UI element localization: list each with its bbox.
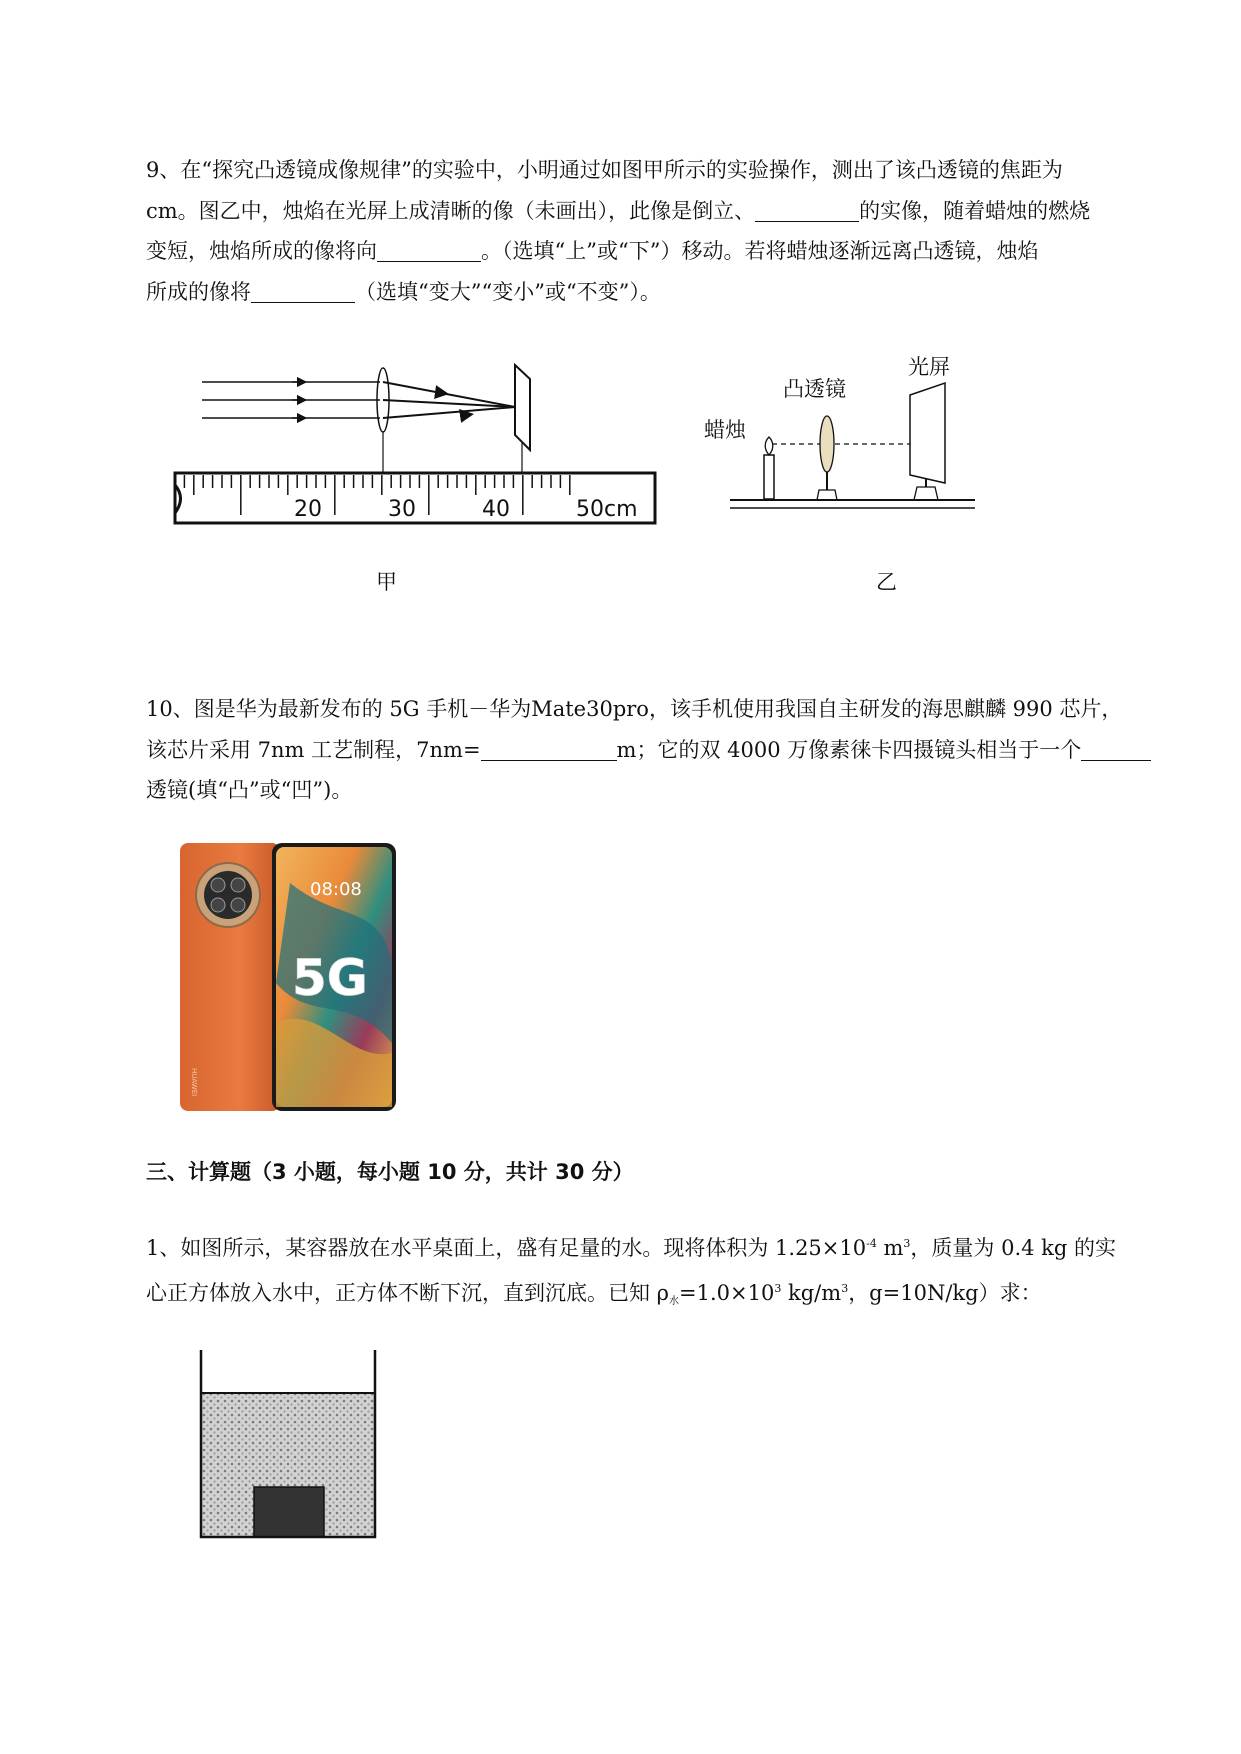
calc1-text-a: 1、如图所示，某容器放在水平桌面上，盛有足量的水。现将体积为 1.25×10 [146, 1236, 867, 1260]
candle [764, 437, 774, 499]
section-heading: 三、计算题（3 小题，每小题 10 分，共计 30 分） [146, 1160, 634, 1184]
figure-yi [700, 345, 1000, 535]
q9-line-2-b: 的实像，随着蜡烛的燃烧 [859, 198, 1091, 223]
question-10 [146, 689, 1186, 811]
calc1-text-f: kg/m [781, 1280, 842, 1305]
solid-cube [254, 1487, 324, 1537]
question-9 [146, 150, 1186, 312]
q9-line-2 [146, 191, 1186, 232]
q9-line-3 [146, 231, 1186, 272]
calc1-text-g: ，g=10N/kg）求： [848, 1280, 1042, 1305]
calc1-text-b: m [876, 1236, 904, 1260]
lens-with-stand [817, 416, 837, 500]
calc-question-1 [146, 1224, 1186, 1322]
ruler-label-30: 30 [388, 497, 416, 522]
q9-line-2-a: cm。图乙中，烛焰在光屏上成清晰的像（未画出），此像是倒立、 [146, 198, 756, 223]
refracted-rays [383, 382, 515, 418]
answer-blank[interactable] [481, 738, 617, 761]
ruler-label-20: 20 [294, 497, 322, 522]
exponent: 3 [841, 1281, 849, 1295]
calc1-line-2 [146, 1269, 1186, 1323]
answer-blank[interactable] [377, 239, 481, 262]
calc1-text-d: 心正方体放入水中，正方体不断下沉，直到沉底。已知 ρ [146, 1280, 670, 1305]
figure-jia [170, 355, 660, 545]
q10-line-2 [146, 730, 1186, 771]
screen-with-stand [910, 383, 945, 500]
q9-line-4-b: （选填“变大”“变小”或“不变”）。 [355, 279, 661, 304]
ruler-label-50cm: 50cm [576, 497, 638, 522]
caption-jia: 甲 [376, 570, 397, 594]
answer-blank[interactable] [755, 199, 859, 222]
q10-line-1: 10、图是华为最新发布的 5G 手机－华为Mate30pro，该手机使用我国自主研发的海思麒麟 990 芯片， [146, 697, 1123, 721]
q9-line-4-a: 所成的像将 [146, 279, 251, 304]
q10-line-3: 透镜(填“凸”或“凹”)。 [146, 778, 353, 802]
caption-yi: 乙 [876, 570, 897, 594]
ruler-label-40: 40 [482, 497, 510, 522]
light-screen [515, 365, 530, 450]
exponent: 3 [774, 1281, 782, 1295]
label-lens: 凸透镜 [783, 377, 846, 401]
answer-blank[interactable] [1081, 738, 1151, 761]
q9-line-4 [146, 272, 1186, 313]
phone-image [180, 843, 396, 1111]
exponent: 3 [903, 1237, 911, 1250]
q9-line-1: 9、在“探究凸透镜成像规律”的实验中，小明通过如图甲所示的实验操作，测出了该凸透镜的焦距为 [146, 158, 1063, 182]
q10-line-2-b: m；它的双 4000 万像素徕卡四摄镜头相当于一个 [616, 737, 1082, 762]
subscript: 水 [669, 1295, 680, 1307]
calc1-text-c: ，质量为 0.4 kg 的实 [910, 1236, 1117, 1260]
container-figure [195, 1350, 385, 1545]
q9-line-3-b: 。（选填“上”或“下”）移动。若将蜡烛逐渐远离凸透镜，烛焰 [481, 239, 1039, 263]
q10-line-2-a: 该芯片采用 7nm 工艺制程，7nm= [146, 737, 481, 762]
camera-ring-icon [196, 863, 260, 927]
exponent: -4 [866, 1237, 877, 1250]
q9-line-3-a: 变短，烛焰所成的像将向 [146, 239, 377, 263]
phone-brand: HUAWEI [190, 1068, 198, 1097]
calc1-text-e: =1.0×10 [679, 1280, 775, 1305]
calc1-line-1 [146, 1224, 1186, 1269]
label-candle: 蜡烛 [704, 418, 746, 442]
answer-blank[interactable] [251, 280, 355, 303]
phone-time: 08:08 [310, 879, 362, 900]
incoming-rays [202, 382, 380, 418]
badge-5g: 5G [292, 949, 368, 1007]
label-screen: 光屏 [908, 355, 950, 379]
